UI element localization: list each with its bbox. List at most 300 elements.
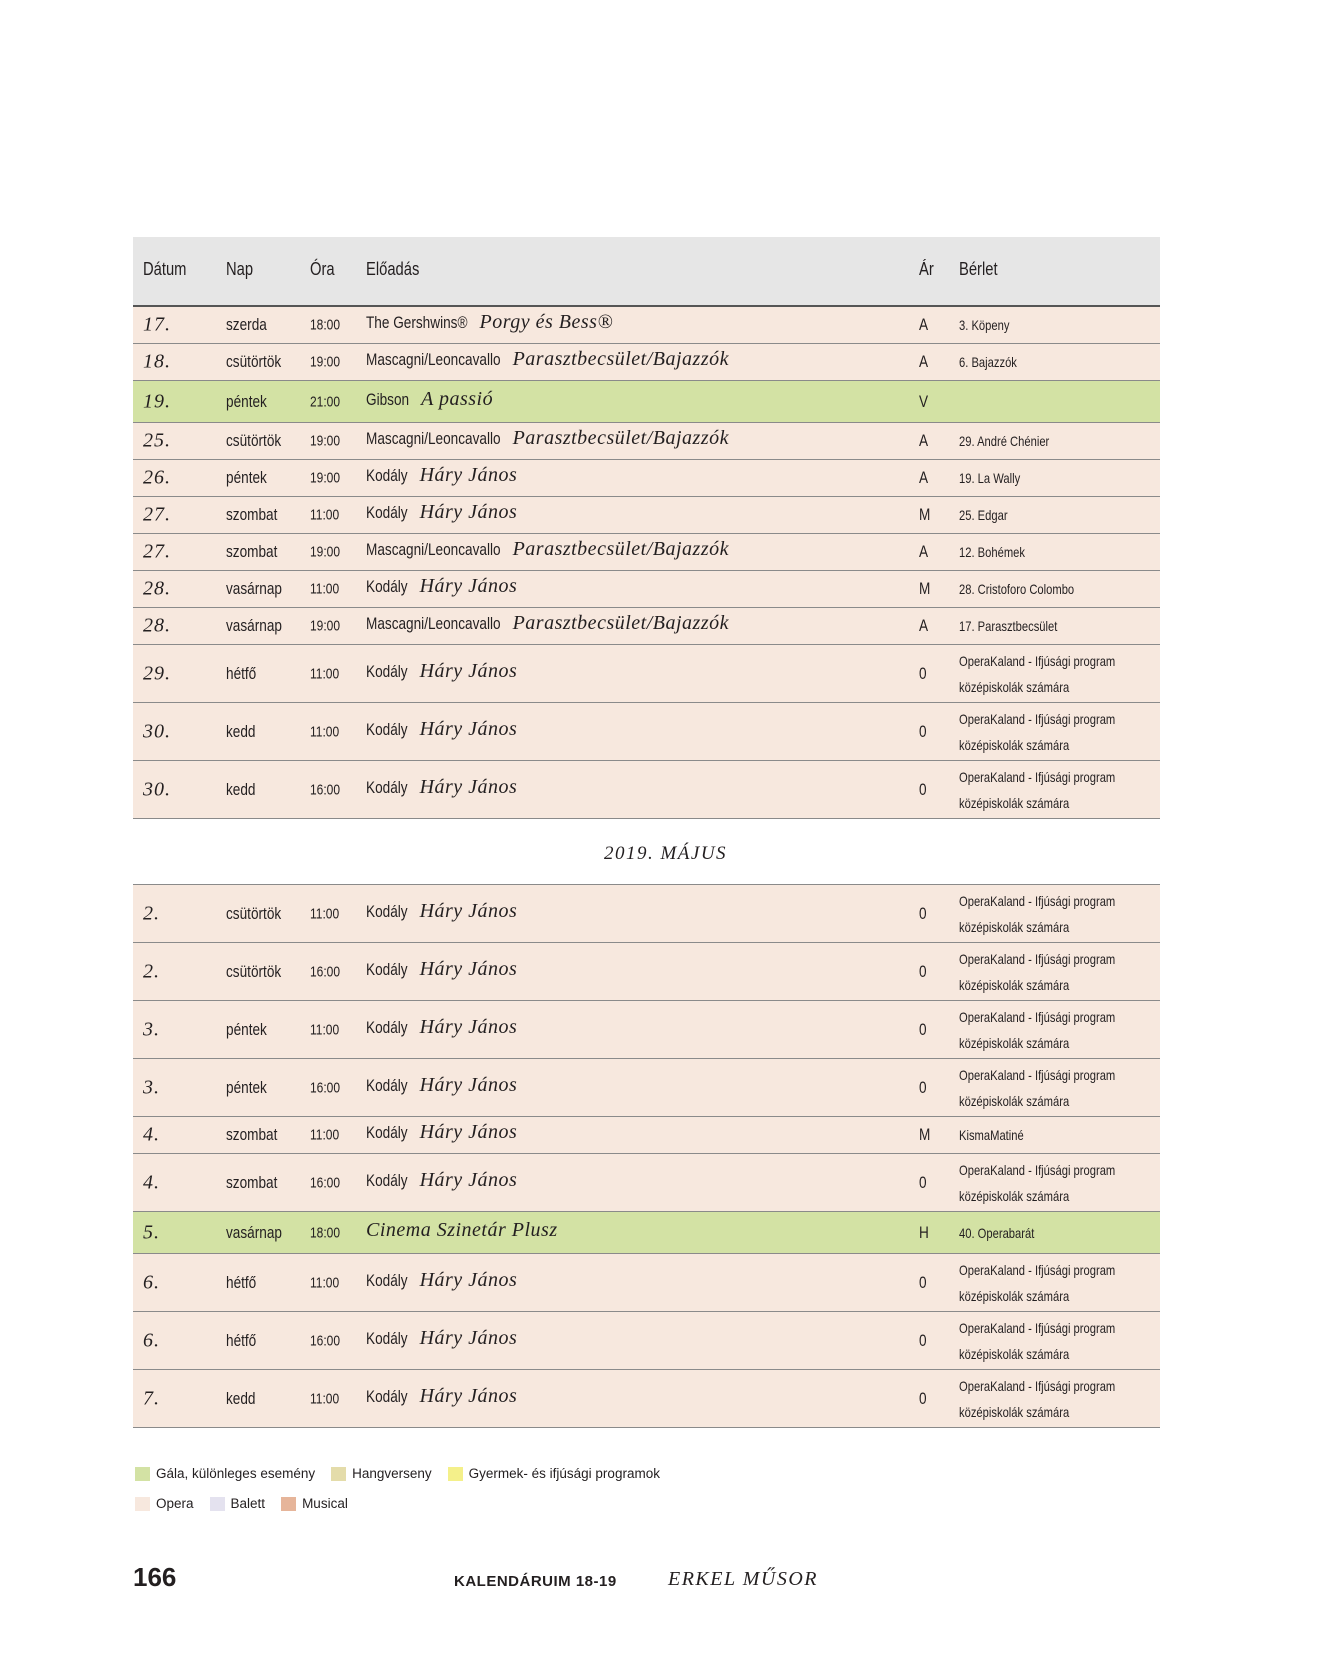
row-time-text: 16:00 bbox=[310, 781, 341, 798]
row-subscription bbox=[959, 1157, 1154, 1209]
section-month: MÁJUS bbox=[660, 843, 728, 864]
table-row bbox=[133, 645, 1160, 703]
row-price-text: A bbox=[919, 468, 929, 487]
row-price-text: A bbox=[919, 352, 929, 371]
row-subscription bbox=[959, 539, 1042, 565]
row-time-text: 19:00 bbox=[310, 543, 341, 561]
row-subscription bbox=[959, 1373, 1154, 1425]
legend-item bbox=[210, 1496, 266, 1511]
row-performance bbox=[366, 1384, 966, 1411]
row-subscription-line1: OperaKaland - Ifjúsági program bbox=[959, 1161, 1116, 1178]
row-time bbox=[310, 905, 346, 922]
row-subscription-line2: középiskolák számára bbox=[959, 1287, 1070, 1304]
row-time bbox=[310, 1079, 348, 1096]
row-title: Háry János bbox=[419, 659, 518, 682]
row-title: Háry János bbox=[419, 1384, 518, 1407]
row-composer: Kodály bbox=[366, 577, 408, 596]
row-time bbox=[310, 1021, 346, 1038]
row-performance bbox=[366, 717, 966, 744]
header-price: Ár bbox=[919, 259, 934, 279]
row-time-text: 19:00 bbox=[310, 353, 341, 371]
row-subscription-line1: OperaKaland - Ifjúsági program bbox=[959, 892, 1116, 909]
row-day bbox=[226, 962, 295, 982]
row-date: 2. bbox=[143, 960, 160, 982]
row-day-text: péntek bbox=[226, 1077, 267, 1097]
legend-item bbox=[135, 1466, 315, 1481]
row-time-text: 11:00 bbox=[310, 905, 340, 922]
row-subscription-line1: OperaKaland - Ifjúsági program bbox=[959, 950, 1116, 967]
publication-title: KALENDÁRUIM 18-19 bbox=[454, 1573, 617, 1590]
legend-label: Opera bbox=[156, 1496, 194, 1511]
row-date: 4. bbox=[143, 1123, 160, 1146]
row-price bbox=[919, 468, 930, 488]
row-subscription-line1: OperaKaland - Ifjúsági program bbox=[959, 1261, 1116, 1278]
row-subscription bbox=[959, 1004, 1154, 1056]
row-title: Háry János bbox=[419, 1073, 518, 1096]
row-time-text: 19:00 bbox=[310, 432, 341, 450]
row-performance bbox=[366, 1015, 966, 1042]
row-subscription-line1: 19. La Wally bbox=[959, 470, 1021, 486]
row-composer: Kodály bbox=[366, 1075, 408, 1095]
header-time: Óra bbox=[310, 259, 335, 279]
row-day-text: szombat bbox=[226, 542, 278, 561]
row-price bbox=[919, 722, 928, 742]
row-composer: Mascagni/Leoncavallo bbox=[366, 614, 501, 633]
row-price bbox=[919, 904, 928, 924]
row-price bbox=[919, 315, 930, 335]
row-price bbox=[919, 505, 933, 525]
row-subscription-line2: középiskolák számára bbox=[959, 794, 1070, 811]
row-date: 3. bbox=[143, 1018, 160, 1040]
row-day bbox=[226, 352, 295, 372]
row-subscription-line2: középiskolák számára bbox=[959, 976, 1070, 993]
row-subscription-line1: OperaKaland - Ifjúsági program bbox=[959, 710, 1116, 727]
row-day-text: hétfő bbox=[226, 663, 257, 683]
row-title: Háry János bbox=[419, 717, 518, 740]
row-price-text: 0 bbox=[919, 721, 927, 741]
row-performance bbox=[366, 313, 966, 337]
row-day-text: hétfő bbox=[226, 1330, 257, 1350]
row-performance bbox=[366, 577, 966, 601]
row-subscription bbox=[959, 764, 1154, 816]
row-performance bbox=[366, 1326, 966, 1353]
row-day bbox=[226, 664, 264, 684]
row-subscription-line1: 17. Parasztbecsület bbox=[959, 618, 1058, 634]
row-time bbox=[310, 544, 348, 561]
row-composer: Mascagni/Leoncavallo bbox=[366, 540, 501, 559]
row-date: 6. bbox=[143, 1329, 160, 1351]
row-title: Parasztbecsület/Bajazzók bbox=[512, 612, 729, 634]
row-date: 27. bbox=[143, 503, 171, 526]
row-day bbox=[226, 392, 277, 412]
header-subscription: Bérlet bbox=[959, 259, 998, 279]
row-composer: Kodály bbox=[366, 661, 408, 681]
april-schedule-table bbox=[133, 307, 1160, 819]
legend-label: Hangverseny bbox=[352, 1466, 432, 1481]
row-time bbox=[310, 433, 348, 450]
row-title: Háry János bbox=[419, 775, 518, 798]
row-subscription bbox=[959, 1257, 1154, 1309]
row-subscription bbox=[959, 613, 1082, 639]
row-price-text: H bbox=[919, 1222, 929, 1242]
legend-swatch bbox=[281, 1497, 296, 1511]
row-time-text: 21:00 bbox=[310, 393, 341, 410]
legend-label: Gyermek- és ifjúsági programok bbox=[468, 1466, 660, 1481]
row-price-text: M bbox=[919, 579, 931, 598]
legend-row-1 bbox=[135, 1466, 676, 1484]
row-subscription bbox=[959, 1122, 1040, 1148]
row-title: Cinema Szinetár Plusz bbox=[366, 1218, 558, 1241]
row-price bbox=[919, 431, 930, 451]
table-row bbox=[133, 423, 1160, 460]
row-price-text: 0 bbox=[919, 1388, 927, 1408]
row-day-text: szombat bbox=[226, 1172, 278, 1192]
row-day bbox=[226, 431, 295, 451]
row-day bbox=[226, 1125, 290, 1145]
legend-item bbox=[135, 1496, 194, 1511]
row-title: Háry János bbox=[419, 1168, 518, 1191]
row-subscription-line2: középiskolák számára bbox=[959, 678, 1070, 695]
row-day-text: hétfő bbox=[226, 1272, 257, 1292]
row-price bbox=[919, 1020, 928, 1040]
row-composer: Kodály bbox=[366, 901, 408, 921]
row-day-text: péntek bbox=[226, 1019, 267, 1039]
row-day bbox=[226, 1273, 264, 1293]
row-title: Háry János bbox=[419, 1121, 518, 1143]
row-day-text: szombat bbox=[226, 1125, 278, 1144]
row-subscription-line2: középiskolák számára bbox=[959, 1345, 1070, 1362]
row-day-text: vasárnap bbox=[226, 1222, 282, 1242]
row-time bbox=[310, 1224, 348, 1241]
table-row bbox=[133, 1117, 1160, 1154]
row-subscription-line1: KismaMatiné bbox=[959, 1127, 1024, 1143]
row-performance bbox=[366, 614, 966, 638]
row-time-text: 18:00 bbox=[310, 1224, 341, 1241]
table-row bbox=[133, 703, 1160, 761]
legend-swatch bbox=[331, 1467, 346, 1481]
row-date: 3. bbox=[143, 1076, 160, 1098]
row-day bbox=[226, 780, 263, 800]
row-performance bbox=[366, 775, 966, 802]
row-composer: Kodály bbox=[366, 1123, 408, 1142]
row-composer: Mascagni/Leoncavallo bbox=[366, 429, 501, 448]
row-subscription-line1: OperaKaland - Ifjúsági program bbox=[959, 1319, 1116, 1336]
row-day bbox=[226, 1078, 277, 1098]
row-time-text: 11:00 bbox=[310, 1274, 340, 1291]
row-date: 18. bbox=[143, 350, 171, 373]
row-composer: Kodály bbox=[366, 466, 408, 485]
row-date: 4. bbox=[143, 1171, 160, 1193]
row-subscription bbox=[959, 312, 1022, 338]
row-subscription-line1: OperaKaland - Ifjúsági program bbox=[959, 1066, 1116, 1083]
row-time bbox=[310, 963, 348, 980]
row-date: 27. bbox=[143, 540, 171, 563]
row-title: Háry János bbox=[419, 899, 518, 922]
row-date: 7. bbox=[143, 1387, 160, 1409]
row-day-text: szombat bbox=[226, 505, 278, 524]
row-time-text: 11:00 bbox=[310, 723, 340, 740]
row-time bbox=[310, 618, 348, 635]
row-date: 30. bbox=[143, 778, 171, 800]
row-time bbox=[310, 507, 346, 524]
table-row bbox=[133, 497, 1160, 534]
row-day bbox=[226, 468, 277, 488]
row-day bbox=[226, 579, 296, 599]
row-title: Porgy és Bess® bbox=[479, 311, 614, 333]
row-subscription-line1: OperaKaland - Ifjúsági program bbox=[959, 1008, 1116, 1025]
row-composer: Mascagni/Leoncavallo bbox=[366, 350, 501, 369]
row-date: 28. bbox=[143, 577, 171, 600]
row-subscription-line2: középiskolák számára bbox=[959, 1403, 1070, 1420]
row-subscription-line2: középiskolák számára bbox=[959, 918, 1070, 935]
row-title: Háry János bbox=[419, 575, 518, 597]
row-subscription bbox=[959, 1315, 1154, 1367]
row-price-text: V bbox=[919, 391, 929, 411]
row-performance bbox=[366, 1073, 966, 1100]
legend-item bbox=[448, 1466, 660, 1481]
table-row bbox=[133, 1001, 1160, 1059]
row-day-text: vasárnap bbox=[226, 616, 282, 635]
row-price-text: 0 bbox=[919, 961, 927, 981]
row-day-text: csütörtök bbox=[226, 431, 282, 450]
row-day bbox=[226, 542, 290, 562]
row-time bbox=[310, 1332, 348, 1349]
row-time bbox=[310, 723, 346, 740]
row-day-text: kedd bbox=[226, 721, 256, 741]
row-time bbox=[310, 581, 346, 598]
table-header bbox=[133, 237, 1160, 307]
legend-label: Balett bbox=[230, 1496, 266, 1511]
row-subscription-line1: 12. Bohémek bbox=[959, 544, 1025, 560]
row-composer: Gibson bbox=[366, 389, 410, 409]
row-subscription-line1: 25. Edgar bbox=[959, 507, 1008, 523]
row-price-text: 0 bbox=[919, 1272, 927, 1292]
row-subscription bbox=[959, 465, 1036, 491]
row-day-text: péntek bbox=[226, 391, 267, 411]
row-subscription bbox=[959, 428, 1072, 454]
row-price-text: A bbox=[919, 542, 929, 561]
row-date: 25. bbox=[143, 429, 171, 452]
row-day-text: kedd bbox=[226, 779, 256, 799]
row-performance bbox=[366, 659, 966, 686]
row-subscription-line1: 3. Köpeny bbox=[959, 317, 1010, 333]
row-performance bbox=[366, 387, 966, 414]
row-time bbox=[310, 354, 348, 371]
row-price bbox=[919, 962, 928, 982]
row-subscription-line2: középiskolák számára bbox=[959, 1187, 1070, 1204]
row-time-text: 19:00 bbox=[310, 617, 341, 635]
table-row bbox=[133, 344, 1160, 381]
row-title: Háry János bbox=[419, 1268, 518, 1291]
row-price bbox=[919, 1125, 933, 1145]
row-composer: Kodály bbox=[366, 777, 408, 797]
row-performance bbox=[366, 957, 966, 984]
row-price bbox=[919, 392, 930, 412]
row-price-text: 0 bbox=[919, 1172, 927, 1192]
row-price-text: 0 bbox=[919, 663, 927, 683]
row-subscription bbox=[959, 1062, 1154, 1114]
row-title: Háry János bbox=[419, 957, 518, 980]
row-subscription-line1: OperaKaland - Ifjúsági program bbox=[959, 652, 1116, 669]
row-performance bbox=[366, 503, 966, 527]
row-performance bbox=[366, 540, 966, 564]
row-date: 17. bbox=[143, 313, 171, 336]
row-subscription-line1: 40. Operabarát bbox=[959, 1224, 1035, 1241]
row-price-text: A bbox=[919, 616, 929, 635]
row-day bbox=[226, 1389, 263, 1409]
row-time-text: 11:00 bbox=[310, 1021, 340, 1038]
row-date: 29. bbox=[143, 662, 171, 684]
row-composer: Kodály bbox=[366, 1386, 408, 1406]
row-performance bbox=[366, 429, 966, 453]
row-day-text: csütörtök bbox=[226, 903, 282, 923]
row-day-text: szerda bbox=[226, 315, 267, 334]
row-price bbox=[919, 1173, 928, 1193]
row-day bbox=[226, 1020, 277, 1040]
row-price-text: 0 bbox=[919, 903, 927, 923]
row-subscription-line2: középiskolák számára bbox=[959, 736, 1070, 753]
row-day bbox=[226, 315, 277, 335]
row-title: Háry János bbox=[419, 1326, 518, 1349]
row-subscription bbox=[959, 888, 1154, 940]
row-day bbox=[226, 1331, 264, 1351]
row-time-text: 11:00 bbox=[310, 580, 340, 598]
row-composer: Kodály bbox=[366, 1170, 408, 1190]
row-price bbox=[919, 1078, 928, 1098]
row-time bbox=[310, 781, 348, 798]
row-time-text: 11:00 bbox=[310, 1390, 340, 1407]
legend-item bbox=[281, 1496, 348, 1511]
row-price-text: A bbox=[919, 431, 929, 450]
row-price bbox=[919, 352, 930, 372]
row-price-text: M bbox=[919, 505, 931, 524]
row-subscription-line1: 6. Bajazzók bbox=[959, 354, 1017, 370]
row-subscription-line1: 28. Cristoforo Colombo bbox=[959, 581, 1075, 597]
row-time-text: 11:00 bbox=[310, 1126, 340, 1144]
legend-swatch bbox=[135, 1467, 150, 1481]
row-subscription-line2: középiskolák számára bbox=[959, 1092, 1070, 1109]
row-price-text: M bbox=[919, 1125, 931, 1144]
row-time-text: 16:00 bbox=[310, 1174, 341, 1191]
table-row bbox=[133, 761, 1160, 819]
row-title: A passió bbox=[421, 387, 494, 410]
row-title: Háry János bbox=[419, 1015, 518, 1038]
row-performance bbox=[366, 466, 966, 490]
legend-label: Musical bbox=[302, 1496, 348, 1511]
row-composer: The Gershwins® bbox=[366, 313, 468, 332]
row-price bbox=[919, 1331, 928, 1351]
row-subscription-line1: OperaKaland - Ifjúsági program bbox=[959, 768, 1116, 785]
table-row bbox=[133, 608, 1160, 645]
table-row bbox=[133, 1059, 1160, 1117]
row-price-text: A bbox=[919, 315, 929, 334]
table-row bbox=[133, 571, 1160, 608]
row-subscription-line1: OperaKaland - Ifjúsági program bbox=[959, 1377, 1116, 1394]
row-time-text: 11:00 bbox=[310, 506, 340, 524]
row-composer: Kodály bbox=[366, 1270, 408, 1290]
row-time-text: 16:00 bbox=[310, 1079, 341, 1096]
row-composer: Kodály bbox=[366, 719, 408, 739]
row-day bbox=[226, 722, 263, 742]
row-composer: Kodály bbox=[366, 1328, 408, 1348]
row-composer: Kodály bbox=[366, 1017, 408, 1037]
row-subscription bbox=[959, 1220, 1053, 1246]
row-time-text: 16:00 bbox=[310, 963, 341, 980]
row-price bbox=[919, 1389, 928, 1409]
row-price-text: 0 bbox=[919, 779, 927, 799]
row-day-text: péntek bbox=[226, 468, 267, 487]
row-subscription bbox=[959, 576, 1103, 602]
row-time bbox=[310, 1174, 348, 1191]
row-price-text: 0 bbox=[919, 1330, 927, 1350]
row-day bbox=[226, 904, 295, 924]
row-time bbox=[310, 317, 348, 334]
row-subscription-line2: középiskolák számára bbox=[959, 1034, 1070, 1051]
legend-item bbox=[331, 1466, 432, 1481]
header-date: Dátum bbox=[143, 259, 187, 279]
table-row bbox=[133, 885, 1160, 943]
row-price-text: 0 bbox=[919, 1019, 927, 1039]
row-time-text: 19:00 bbox=[310, 469, 341, 487]
row-date: 28. bbox=[143, 614, 171, 637]
row-subscription-line1: 29. André Chénier bbox=[959, 433, 1050, 449]
may-schedule-table bbox=[133, 885, 1160, 1428]
row-title: Parasztbecsület/Bajazzók bbox=[512, 427, 729, 449]
row-day-text: csütörtök bbox=[226, 961, 282, 981]
row-subscription bbox=[959, 502, 1020, 528]
row-subscription bbox=[959, 648, 1154, 700]
row-price bbox=[919, 579, 933, 599]
row-price bbox=[919, 780, 928, 800]
row-performance bbox=[366, 1168, 966, 1195]
row-day-text: csütörtök bbox=[226, 352, 282, 371]
row-composer: Kodály bbox=[366, 959, 408, 979]
row-title: Háry János bbox=[419, 464, 518, 486]
row-time bbox=[310, 470, 348, 487]
section-title-may bbox=[0, 843, 1331, 865]
row-performance bbox=[366, 1268, 966, 1295]
row-time bbox=[310, 1390, 346, 1407]
row-performance bbox=[366, 899, 966, 926]
legend-row-2 bbox=[135, 1496, 364, 1514]
row-day bbox=[226, 505, 290, 525]
row-date: 26. bbox=[143, 466, 171, 489]
row-performance bbox=[366, 1123, 966, 1147]
row-subscription bbox=[959, 349, 1031, 375]
section-name: ERKEL MŰSOR bbox=[668, 1568, 819, 1590]
row-time-text: 11:00 bbox=[310, 665, 340, 682]
row-date: 5. bbox=[143, 1221, 160, 1243]
row-price bbox=[919, 542, 930, 562]
row-time bbox=[310, 1127, 346, 1144]
table-row bbox=[133, 1154, 1160, 1212]
row-time-text: 16:00 bbox=[310, 1332, 341, 1349]
row-title: Háry János bbox=[419, 501, 518, 523]
row-price bbox=[919, 664, 928, 684]
row-subscription bbox=[959, 946, 1154, 998]
row-price-text: 0 bbox=[919, 1077, 927, 1097]
legend-swatch bbox=[448, 1467, 463, 1481]
table-row bbox=[133, 307, 1160, 344]
page-number: 166 bbox=[133, 1562, 177, 1592]
table-row bbox=[133, 534, 1160, 571]
row-performance bbox=[366, 1218, 966, 1245]
row-composer: Kodály bbox=[366, 503, 408, 522]
row-day-text: vasárnap bbox=[226, 579, 282, 598]
table-row bbox=[133, 460, 1160, 497]
row-price bbox=[919, 1223, 931, 1243]
legend-swatch bbox=[210, 1497, 225, 1511]
